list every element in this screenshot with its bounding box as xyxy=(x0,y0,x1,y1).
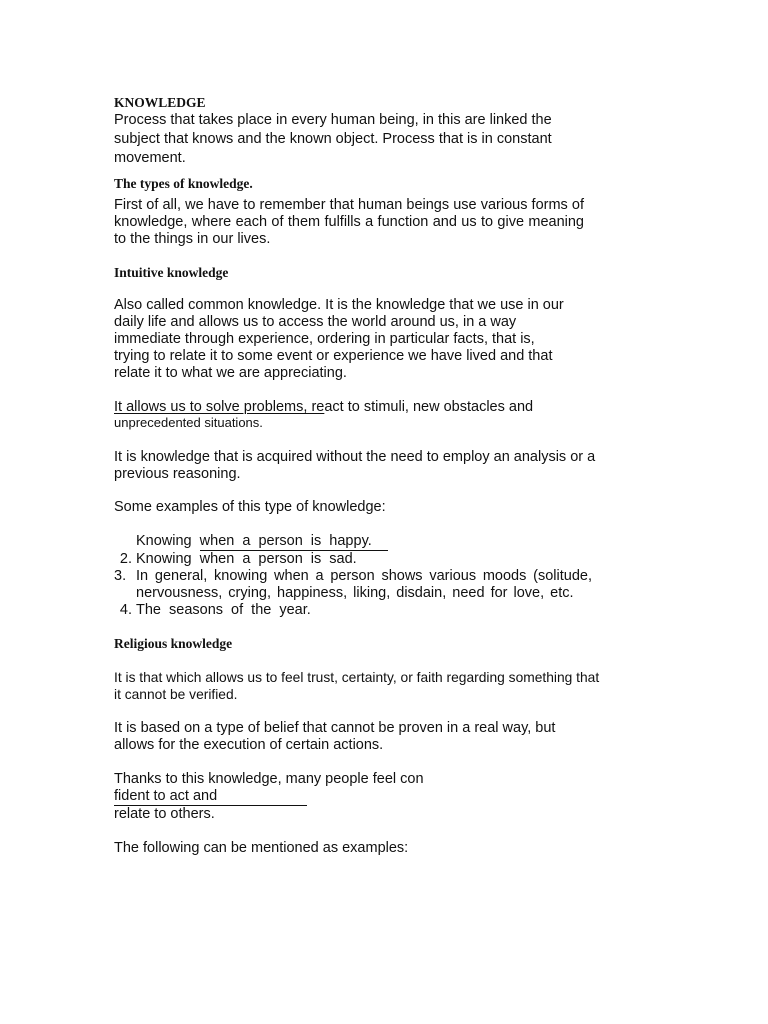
example-4-text: The seasons of the year. xyxy=(136,602,311,618)
intuitive-heading: Intuitive knowledge xyxy=(114,265,229,280)
types-heading: The types of knowledge. xyxy=(114,176,253,191)
list-item xyxy=(114,568,592,602)
religious-paragraph-4: The following can be mentioned as examples: xyxy=(114,840,409,856)
intro-paragraph: Process that takes place in every human being, in this are linked the subject that knows and the known object. Process that is in constant movement. xyxy=(114,112,552,166)
paragraph-3-start: Thanks to this knowledge, many people feel con xyxy=(114,771,424,787)
examples-list xyxy=(114,533,592,619)
document-page xyxy=(114,94,614,857)
list-item xyxy=(119,551,592,568)
intuitive-paragraph-2 xyxy=(114,399,614,416)
list-number: 4. xyxy=(119,602,132,618)
list-item xyxy=(119,602,592,619)
religious-paragraph-3-end: relate to others. xyxy=(114,806,215,822)
types-paragraph: First of all, we have to remember that human beings use various forms of knowledge, where each of them fulfills a function and us to give meaning to the things in our lives. xyxy=(114,197,584,247)
underlined-phrase: It allows us to solve problems, re xyxy=(114,399,325,415)
example-1-lead: Knowing xyxy=(136,533,192,549)
document-title: KNOWLEDGE xyxy=(114,95,206,110)
list-number: 2. xyxy=(119,551,132,567)
list-item xyxy=(136,533,592,551)
example-2-text: Knowing when a person is sad. xyxy=(136,551,357,567)
intuitive-paragraph-3: It is knowledge that is acquired without the need to employ an analysis or a previous reasoning. xyxy=(114,449,596,482)
intuitive-paragraph-4: Some examples of this type of knowledge: xyxy=(114,499,386,515)
paragraph-2-rest: act to stimuli, new obstacles and xyxy=(324,399,534,415)
religious-paragraph-3 xyxy=(114,771,614,806)
intuitive-paragraph-1: Also called common knowledge. It is the knowledge that we use in our daily life and allows us to access the world around us, in a way immediate through experience, ordering in particular facts, that is, trying to relate it to some event or experience we have lived and that relate it to what we are appreciating. xyxy=(114,297,564,381)
example-3-text: In general, knowing when a person shows various moods (solitude, nervousness, crying, happiness, liking, disdain, need for love, etc. xyxy=(136,568,592,601)
underlined-phrase-2: fident to act and xyxy=(114,788,307,806)
intuitive-paragraph-2-small: unprecedented situations. xyxy=(114,415,263,430)
list-number: 3. xyxy=(114,568,127,584)
religious-paragraph-2: It is based on a type of belief that cannot be proven in a real way, but allows for the execution of certain actions. xyxy=(114,720,556,753)
example-1-underlined: when a person is happy. xyxy=(200,533,388,551)
religious-paragraph-1: It is that which allows us to feel trust, certainty, or faith regarding something that it cannot be verified. xyxy=(114,670,600,702)
religious-heading: Religious knowledge xyxy=(114,636,233,651)
